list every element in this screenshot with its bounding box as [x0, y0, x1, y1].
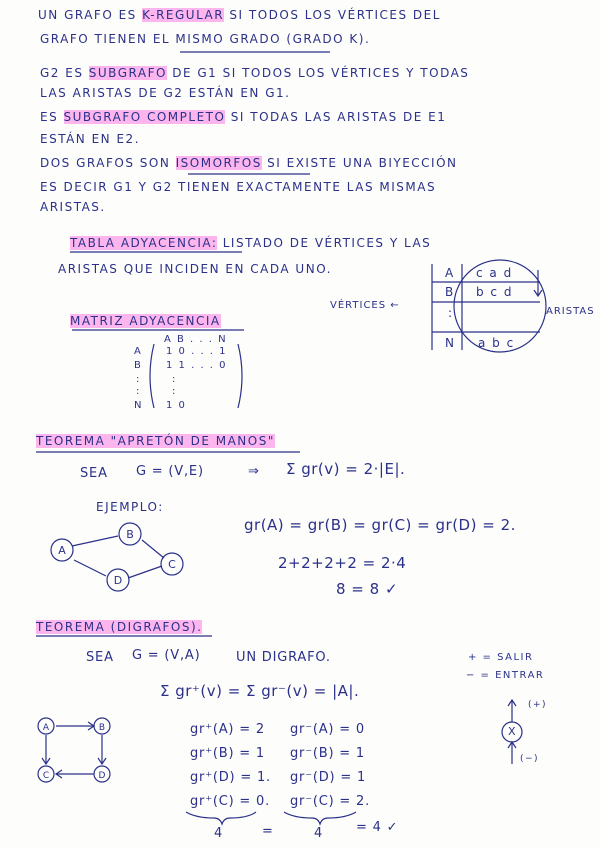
- matrix-row: :: [172, 374, 177, 385]
- table-oval: [454, 260, 546, 352]
- outdegree-a: gr⁺(A) = 2: [190, 722, 265, 737]
- isomorfos-term: ISOMORFOS: [175, 156, 262, 170]
- node-label: D: [113, 574, 123, 587]
- node-label: A: [42, 723, 50, 733]
- aristas-label: ARISTAS: [546, 306, 595, 317]
- matrix-row: 1 0 . . . 1: [166, 346, 228, 357]
- text: G2 ES: [40, 66, 84, 80]
- text: SI TODOS LOS VÉRTICES DEL: [229, 8, 441, 22]
- tabla-adyacencia-term: TABLA ADYACENCIA:: [70, 236, 218, 250]
- graph-def: G = (V,E): [136, 464, 204, 479]
- sum-out: 4: [214, 826, 224, 841]
- table-vertex: :: [448, 306, 454, 320]
- table-edges: b c d: [476, 285, 513, 299]
- node-label: B: [98, 723, 106, 733]
- matrix-row-label: A: [134, 346, 143, 357]
- check-equation: 8 = 8 ✓: [336, 580, 399, 598]
- sum-equation: 2+2+2+2 = 2·4: [278, 554, 407, 572]
- brace: [186, 812, 256, 824]
- sea-label: SEA: [80, 466, 108, 481]
- node-label: B: [126, 528, 134, 541]
- x-node-label: X: [508, 725, 518, 738]
- text: SI EXISTE UNA BIYECCIÓN: [267, 156, 458, 170]
- vertices-label: VÉRTICES ←: [330, 300, 400, 311]
- line-2: GRAFO TIENEN EL MISMO GRADO (GRADO K).: [40, 32, 371, 46]
- k-regular-term: K-REGULAR: [142, 8, 225, 22]
- matrix-row: 1 0: [166, 400, 187, 411]
- line-6: ESTÁN EN E2.: [40, 132, 141, 146]
- indegree-a: gr⁻(A) = 0: [290, 722, 365, 737]
- matrix-col-header: A B . . . N: [164, 334, 228, 345]
- edge: [74, 560, 106, 576]
- down-arrow: [534, 270, 542, 296]
- table-edges: a b c: [478, 336, 515, 350]
- edge: [128, 566, 162, 578]
- subgrafo-completo-term: SUBGRAFO COMPLETO: [63, 110, 226, 124]
- matriz-adyacencia-term: MATRIZ ADYACENCIA: [70, 314, 221, 328]
- x-minus-label: (−): [520, 754, 540, 764]
- implies-arrow: ⇒: [248, 464, 260, 479]
- table-vertex: A: [445, 266, 455, 280]
- x-plus-label: (+): [528, 700, 548, 710]
- outdegree-b: gr⁺(B) = 1: [190, 746, 265, 761]
- teorema-digrafos-title: TEOREMA (DIGRAFOS).: [36, 620, 203, 634]
- matrix-bracket: [238, 344, 242, 408]
- line-11: ARISTAS QUE INCIDEN EN CADA UNO.: [58, 262, 332, 276]
- matrix-row-label: B: [134, 360, 143, 371]
- matrix-row: 1 1 . . . 0: [166, 360, 228, 371]
- text: LISTADO DE VÉRTICES Y LAS: [222, 236, 432, 250]
- matrix-bracket: [150, 344, 154, 408]
- text: SI TODAS LAS ARISTAS DE E1: [230, 110, 447, 124]
- node-label: C: [168, 558, 176, 571]
- line-8: ES DECIR G1 Y G2 TIENEN EXACTAMENTE LAS MISMAS: [40, 180, 437, 194]
- sea-label: SEA: [86, 650, 114, 665]
- brace: [284, 812, 356, 824]
- matrix-row-label: :: [136, 386, 141, 397]
- degree-equation: gr(A) = gr(B) = gr(C) = gr(D) = 2.: [244, 516, 516, 534]
- line-4: LAS ARISTAS DE G2 ESTÁN EN G1.: [40, 86, 291, 100]
- table-edges: c a d: [476, 266, 513, 280]
- node-label: D: [98, 771, 106, 781]
- sum-total: = 4 ✓: [356, 820, 399, 835]
- teorema-apreton-title: TEOREMA "APRETÓN DE MANOS": [36, 434, 275, 448]
- node-label: A: [58, 544, 66, 557]
- outdegree-d: gr⁺(D) = 1.: [190, 770, 271, 785]
- x-node: [502, 722, 522, 742]
- indegree-b: gr⁻(B) = 1: [290, 746, 365, 761]
- outdegree-c: gr⁺(C) = 0.: [190, 794, 271, 809]
- matrix-row-label: N: [134, 400, 143, 411]
- text: ES: [40, 110, 59, 124]
- text: UN GRAFO ES: [38, 8, 137, 22]
- digraph-formula: Σ gr⁺(v) = Σ gr⁻(v) = |A|.: [160, 682, 360, 700]
- text: DOS GRAFOS SON: [40, 156, 171, 170]
- legend-plus: + = SALIR: [468, 652, 534, 663]
- line-9: ARISTAS.: [40, 200, 106, 214]
- edge: [142, 540, 164, 558]
- legend-minus: − = ENTRAR: [466, 670, 545, 681]
- subgrafo-term: SUBGRAFO: [88, 66, 167, 80]
- node-label: C: [42, 771, 50, 781]
- digraph-def: G = (V,A): [132, 648, 201, 663]
- handshake-formula: Σ gr(v) = 2·|E|.: [286, 460, 406, 478]
- indegree-d: gr⁻(D) = 1: [290, 770, 367, 785]
- sum-equals: =: [262, 824, 274, 839]
- matrix-row: :: [172, 386, 177, 397]
- matrix-row-label: :: [136, 374, 141, 385]
- ejemplo-label: EJEMPLO:: [96, 500, 164, 514]
- table-vertex: N: [445, 336, 456, 350]
- indegree-c: gr⁻(C) = 2.: [290, 794, 371, 809]
- text: DE G1 SI TODOS LOS VÉRTICES Y TODAS: [172, 66, 470, 80]
- edge: [72, 536, 118, 546]
- table-vertex: B: [445, 285, 455, 299]
- digraph-text: UN DIGRAFO.: [236, 650, 331, 665]
- sum-in: 4: [314, 826, 324, 841]
